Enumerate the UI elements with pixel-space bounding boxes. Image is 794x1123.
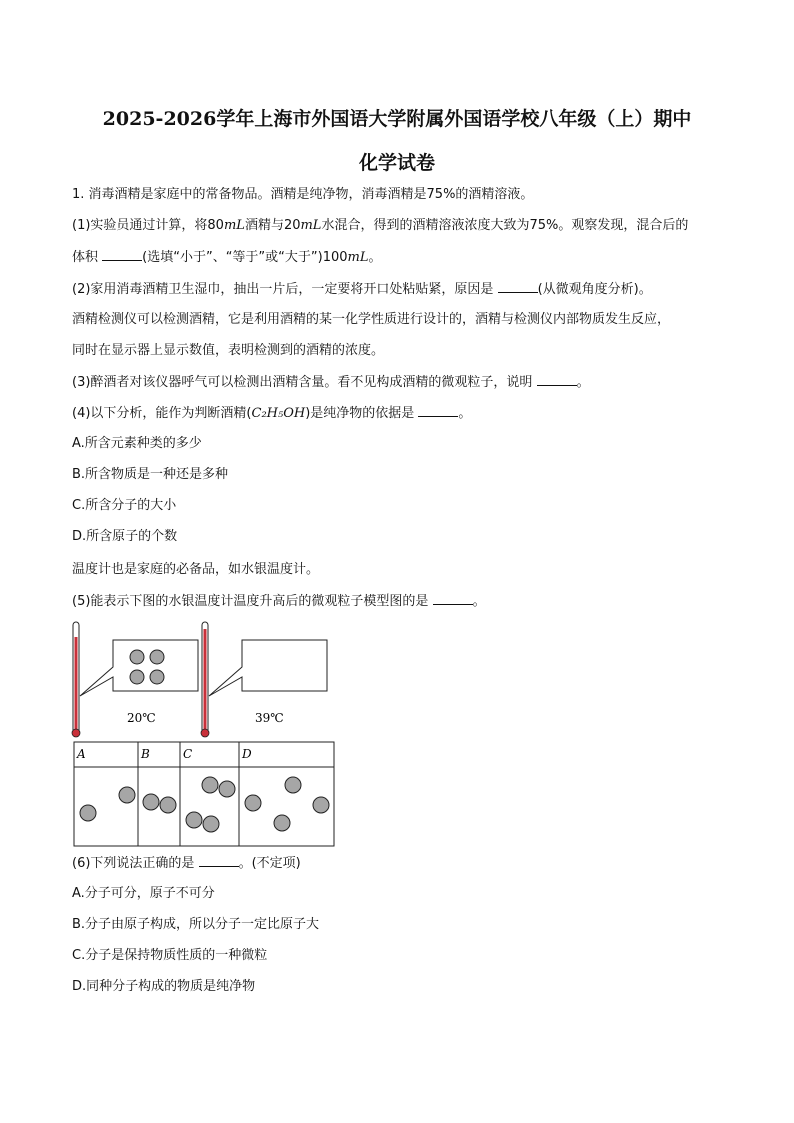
- option-4b[interactable]: B.所含物质是一种还是多种: [72, 467, 229, 482]
- sub-question-5: [72, 592, 486, 611]
- sub-question-4: [72, 404, 471, 423]
- particle: [186, 812, 202, 828]
- option-b-particles[interactable]: [143, 794, 176, 813]
- answer-blank[interactable]: [498, 280, 538, 293]
- text: (4)以下分析，能作为判断酒精(: [72, 406, 252, 421]
- text: (5)能表示下图的水银温度计温度升高后的微观粒子模型图的是: [72, 594, 429, 609]
- exam-title-line2: 化学试卷: [358, 152, 435, 174]
- particle: [130, 650, 144, 664]
- chemical-formula: C₂H₅OH: [251, 406, 306, 421]
- options-table: [74, 742, 334, 846]
- thermometer-figure: [0, 615, 794, 850]
- callout-left: [80, 640, 198, 696]
- option-label-c: C: [183, 747, 193, 761]
- info-thermometer: 温度计也是家庭的必备品，如水银温度计。: [72, 562, 320, 577]
- text: (3)醉酒者对该仪器呼气可以检测出酒精含量。看不见构成酒精的微观粒子，说明: [72, 375, 533, 390]
- sub-question-1-line1: [72, 217, 688, 235]
- particle: [80, 805, 96, 821]
- particle: [150, 650, 164, 664]
- answer-blank[interactable]: [418, 404, 458, 417]
- text: 。: [576, 375, 590, 390]
- particle: [202, 777, 218, 793]
- unit-ml: mL: [300, 218, 322, 233]
- option-6b[interactable]: B.分子由原子构成，所以分子一定比原子大: [72, 917, 320, 932]
- particle: [274, 815, 290, 831]
- particle: [150, 670, 164, 684]
- particle: [143, 794, 159, 810]
- text: (6)下列说法正确的是: [72, 856, 195, 871]
- temperature-label-39: 39℃: [255, 711, 284, 725]
- exam-title-line1: 2025-2026学年上海市外国语大学附属外国语学校八年级（上）期中: [102, 108, 692, 130]
- temperature-label-20: 20℃: [127, 711, 156, 725]
- info-paragraph-line1: 酒精检测仪可以检测酒精，它是利用酒精的某一化学性质进行设计的，酒精与检测仪内部物质发生反应，: [72, 312, 671, 327]
- particle: [285, 777, 301, 793]
- option-c-particles[interactable]: [186, 777, 235, 832]
- sub-question-3: [72, 373, 590, 392]
- option-4a[interactable]: A.所含元素种类的多少: [72, 436, 202, 451]
- option-6a[interactable]: A.分子可分，原子不可分: [72, 886, 215, 901]
- particle: [160, 797, 176, 813]
- text: 。: [458, 406, 472, 421]
- option-label-a: A: [77, 747, 86, 761]
- option-6d[interactable]: D.同种分子构成的物质是纯净物: [72, 979, 256, 994]
- answer-blank[interactable]: [433, 592, 473, 605]
- particle: [245, 795, 261, 811]
- question-intro: 1. 消毒酒精是家庭中的常备物品。酒精是纯净物，消毒酒精是75%的酒精溶液。: [72, 187, 534, 202]
- particle: [130, 670, 144, 684]
- option-4c[interactable]: C.所含分子的大小: [72, 498, 177, 513]
- unit-ml: mL: [347, 250, 369, 265]
- text: )是纯净物的依据是: [305, 406, 415, 421]
- option-4d[interactable]: D.所含原子的个数: [72, 529, 178, 544]
- text: 水混合，得到的酒精溶液浓度大致为75%。观察发现，混合后的: [321, 218, 689, 233]
- info-paragraph-line2: 同时在显示器上显示数值，表明检测到的酒精的浓度。: [72, 343, 385, 358]
- sub-question-6: [72, 854, 301, 873]
- option-label-d: D: [242, 747, 252, 761]
- unit-ml: mL: [223, 218, 245, 233]
- text: 体积: [72, 250, 99, 265]
- option-a-particles[interactable]: [80, 787, 135, 821]
- callout-right: [209, 640, 327, 696]
- thermometer-right: [201, 622, 209, 737]
- particle: [313, 797, 329, 813]
- option-label-b: B: [141, 747, 150, 761]
- particle: [119, 787, 135, 803]
- sub-question-2: [72, 280, 652, 299]
- text: 。(不定项): [238, 856, 301, 871]
- text: 。: [368, 250, 382, 265]
- answer-blank[interactable]: [102, 248, 142, 261]
- text: (1)实验员通过计算，将80: [72, 218, 224, 233]
- answer-blank[interactable]: [537, 373, 577, 386]
- text: (从微观角度分析)。: [537, 282, 652, 297]
- text: 。: [472, 594, 486, 609]
- option-6c[interactable]: C.分子是保持物质性质的一种微粒: [72, 948, 268, 963]
- text: 酒精与20: [244, 218, 301, 233]
- sub-question-1-line2: [72, 248, 382, 267]
- particle: [203, 816, 219, 832]
- particle: [219, 781, 235, 797]
- answer-blank[interactable]: [199, 854, 239, 867]
- text: (2)家用消毒酒精卫生湿巾，抽出一片后，一定要将开口处粘贴紧，原因是: [72, 282, 494, 297]
- text: (选填“小于”、“等于”或“大于”)100: [142, 250, 348, 265]
- option-d-particles[interactable]: [245, 777, 329, 831]
- thermometer-left: [72, 622, 80, 737]
